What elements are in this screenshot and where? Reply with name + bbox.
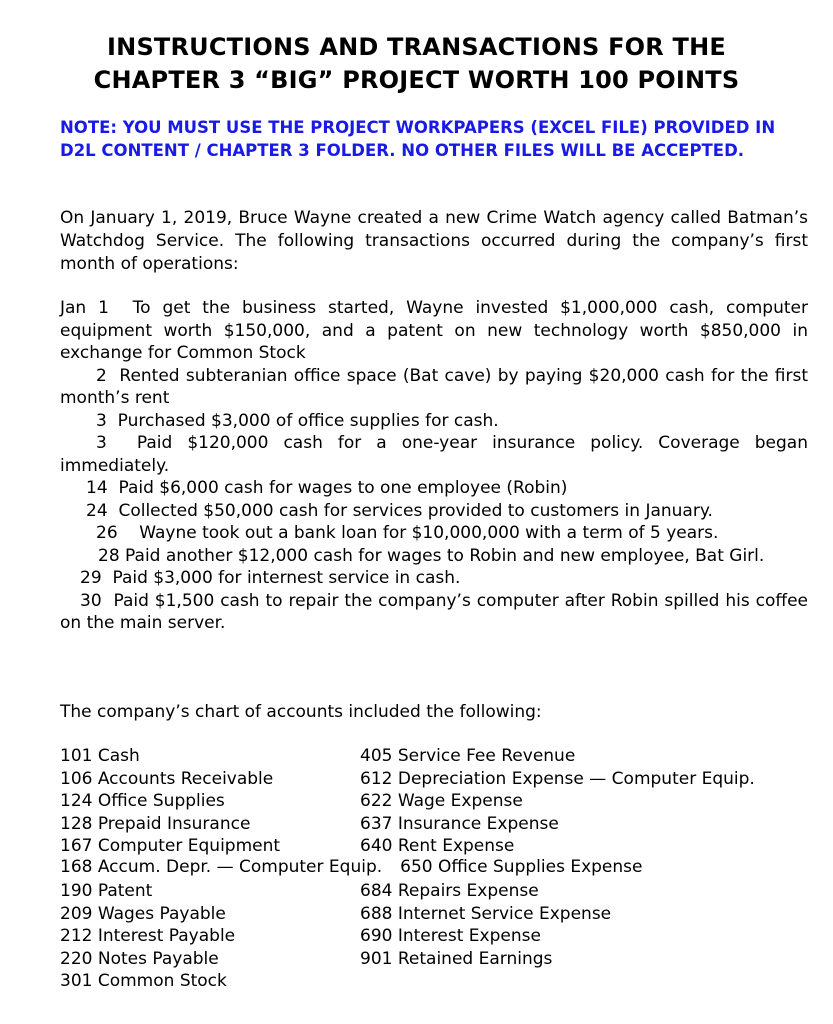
account-item: 622 Wage Expense	[360, 791, 523, 811]
transaction-item	[60, 522, 808, 545]
transaction-item	[60, 432, 808, 477]
transaction-item	[60, 567, 808, 590]
account-item: 688 Internet Service Expense	[360, 903, 612, 924]
transaction-day: 29	[80, 568, 102, 588]
transaction-list	[60, 297, 808, 635]
account-row-spanning	[60, 857, 642, 877]
transaction-text: Wayne took out a bank loan for $10,000,000 with a term of 5 years.	[139, 523, 719, 543]
account-item: 690 Interest Expense	[360, 926, 541, 946]
transaction-text: Paid $3,000 for internest service in cash.	[112, 568, 461, 588]
transaction-item	[60, 365, 808, 410]
account-item: 209 Wages Payable	[60, 903, 226, 924]
account-item: 168 Accum. Depr. — Computer Equip.	[60, 857, 383, 877]
transaction-day: 3	[96, 433, 107, 453]
transaction-item	[60, 545, 808, 568]
transaction-day: 14	[86, 478, 108, 498]
transaction-item	[60, 500, 808, 523]
account-item: 637 Insurance Expense	[360, 813, 559, 834]
transaction-item	[60, 590, 808, 635]
transaction-day: 26	[96, 523, 118, 543]
transaction-day: 3	[96, 410, 107, 431]
account-item: 190 Patent	[60, 881, 153, 901]
account-item: 405 Service Fee Revenue	[360, 746, 576, 766]
transaction-item	[60, 410, 808, 433]
transaction-text: Paid another $12,000 cash for wages to Robin and new employee, Bat Girl.	[125, 545, 765, 566]
transaction-item	[60, 477, 808, 500]
account-item: 128 Prepaid Insurance	[60, 813, 251, 834]
account-item: 212 Interest Payable	[60, 926, 236, 946]
account-item: 106 Accounts Receivable	[60, 768, 274, 789]
account-item: 101 Cash	[60, 746, 140, 766]
transaction-item	[60, 297, 808, 365]
transaction-text: Collected $50,000 cash for services provided to customers in January.	[118, 500, 713, 521]
page-title-line-1: INSTRUCTIONS AND TRANSACTIONS FOR THE	[107, 33, 726, 61]
account-item: 640 Rent Expense	[360, 836, 515, 856]
account-item: 684 Repairs Expense	[360, 881, 539, 901]
submission-note: NOTE: YOU MUST USE THE PROJECT WORKPAPERS (EXCEL FILE) PROVIDED IN D2L CONTENT / CHAPTER 3 FOLDER. NO OTHER FILES WILL BE ACCEPTED.	[60, 118, 776, 160]
chart-of-accounts-heading: The company’s chart of accounts included the following:	[60, 702, 542, 722]
transaction-text: Paid $120,000 cash for a one-year insurance policy. Coverage began immediately.	[60, 433, 808, 476]
transaction-day: Jan 1	[60, 298, 109, 318]
transaction-text: Purchased $3,000 of office supplies for cash.	[117, 410, 499, 431]
account-item: 612 Depreciation Expense — Computer Equip.	[360, 768, 755, 789]
intro-paragraph: On January 1, 2019, Bruce Wayne created a new Crime Watch agency called Batman’s Watchdog Service. The following transactions occurred during the company’s first month of operations:	[60, 208, 808, 274]
account-item: 301 Common Stock	[60, 971, 227, 991]
transaction-text: Paid $1,500 cash to repair the company’s computer after Robin spilled his coffee on the main server.	[60, 590, 808, 633]
transaction-day: 28	[98, 545, 120, 566]
account-item: 650 Office Supplies Expense	[400, 857, 643, 877]
transaction-text: Rented subteranian office space (Bat cave) by paying $20,000 cash for the first month’s rent	[60, 365, 808, 408]
transaction-text: To get the business started, Wayne invested $1,000,000 cash, computer equipment worth $150,000, and a patent on new technology worth $850,000 in exchange for Common Stock	[60, 298, 808, 363]
account-item: 220 Notes Payable	[60, 948, 219, 969]
account-item: 167 Computer Equipment	[60, 836, 281, 856]
transaction-day: 30	[80, 590, 102, 611]
transaction-day: 24	[86, 500, 108, 521]
account-item: 124 Office Supplies	[60, 791, 225, 811]
transaction-text: Paid $6,000 cash for wages to one employee (Robin)	[118, 478, 568, 498]
account-item: 901 Retained Earnings	[360, 948, 553, 969]
page-title-line-2: CHAPTER 3 “BIG” PROJECT WORTH 100 POINTS	[93, 66, 740, 94]
transaction-day: 2	[96, 365, 107, 386]
